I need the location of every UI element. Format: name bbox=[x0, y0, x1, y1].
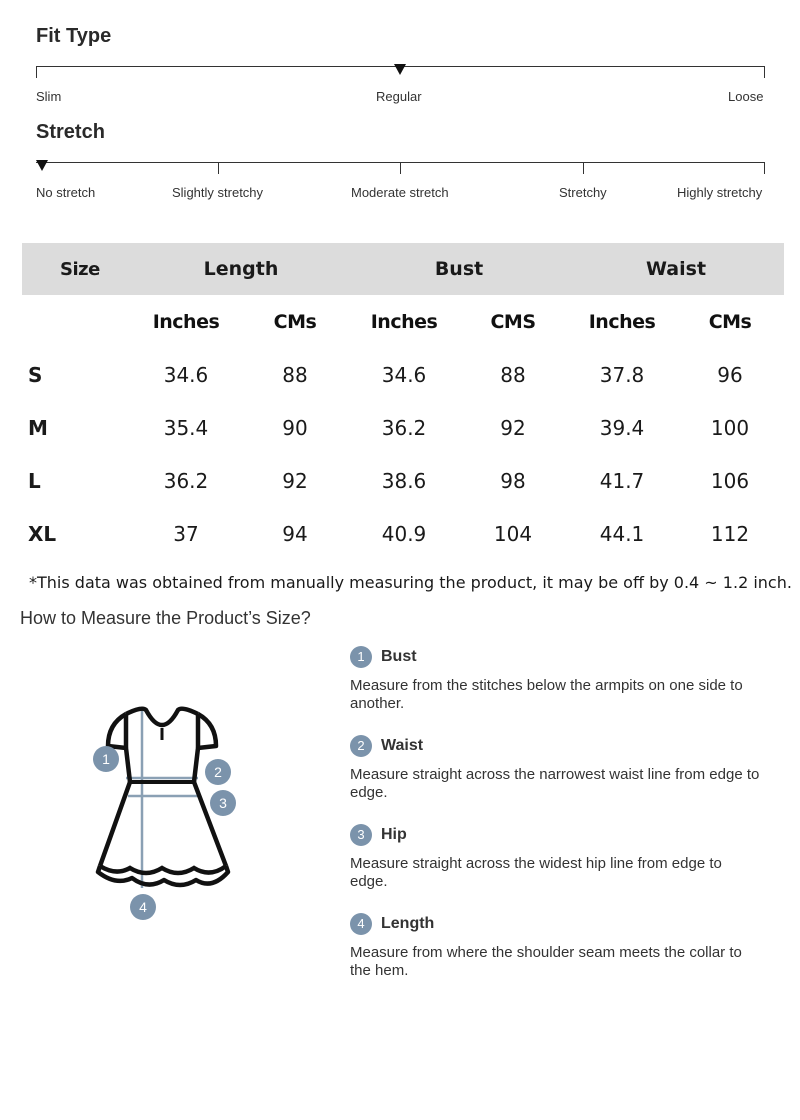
step-bust bbox=[350, 646, 760, 713]
unit-header: CMS bbox=[490, 310, 536, 333]
waist-header: Waist bbox=[568, 243, 784, 295]
measurement-cell: 40.9 bbox=[381, 521, 427, 546]
step-hip bbox=[350, 824, 760, 891]
measurement-cell: 36.2 bbox=[381, 415, 427, 440]
measurement-cell: 90 bbox=[282, 415, 308, 440]
measurement-cell: 94 bbox=[282, 521, 308, 546]
stretch-title: Stretch bbox=[36, 121, 105, 143]
stretch-scale bbox=[36, 162, 765, 176]
step-length bbox=[350, 913, 760, 980]
size-cell: L bbox=[28, 468, 41, 493]
table-row bbox=[22, 507, 784, 560]
step-waist bbox=[350, 735, 760, 802]
measurement-cell: 38.6 bbox=[381, 468, 427, 493]
measurement-cell: 88 bbox=[282, 362, 308, 387]
measurement-cell: 96 bbox=[717, 362, 743, 387]
measurement-cell: 35.4 bbox=[163, 415, 209, 440]
measurement-cell: 88 bbox=[500, 362, 526, 387]
measurement-cell: 41.7 bbox=[599, 468, 645, 493]
step-number: 3 bbox=[350, 824, 372, 846]
table-row bbox=[22, 401, 784, 454]
fit-label-regular: Regular bbox=[376, 89, 422, 104]
step-description: Measure straight across the narrowest waist line from edge to edge. bbox=[350, 766, 760, 801]
measurement-cell: 92 bbox=[500, 415, 526, 440]
table-group-header bbox=[22, 243, 784, 295]
bust-header: Bust bbox=[350, 243, 568, 295]
stretch-label-none: No stretch bbox=[36, 185, 96, 200]
unit-header: Inches bbox=[588, 310, 656, 333]
measurement-cell: 106 bbox=[710, 468, 750, 493]
measurement-cell: 34.6 bbox=[163, 362, 209, 387]
stretch-label-slight: Slightly stretchy bbox=[172, 185, 264, 200]
measurement-cell: 44.1 bbox=[599, 521, 645, 546]
measurement-cell: 112 bbox=[710, 521, 750, 546]
measurement-cell: 36.2 bbox=[163, 468, 209, 493]
stretch-label-stretchy: Stretchy bbox=[559, 185, 607, 200]
unit-header: CMs bbox=[273, 310, 317, 333]
table-unit-header bbox=[22, 295, 784, 348]
dress-diagram bbox=[86, 700, 256, 930]
measurement-cell: 98 bbox=[500, 468, 526, 493]
length-header: Length bbox=[132, 243, 350, 295]
unit-header: Inches bbox=[152, 310, 220, 333]
measurement-cell: 100 bbox=[710, 415, 750, 440]
step-number: 4 bbox=[350, 913, 372, 935]
stretch-label-high: Highly stretchy bbox=[677, 185, 763, 200]
stretch-marker bbox=[36, 160, 48, 171]
table-row bbox=[22, 348, 784, 401]
table-row bbox=[22, 454, 784, 507]
unit-header: CMs bbox=[708, 310, 752, 333]
step-description: Measure from the stitches below the armpits on one side to another. bbox=[350, 677, 743, 712]
size-cell: XL bbox=[28, 521, 57, 546]
measurement-cell: 34.6 bbox=[381, 362, 427, 387]
unit-header: Inches bbox=[370, 310, 438, 333]
measurement-cell: 39.4 bbox=[599, 415, 645, 440]
step-label: Hip bbox=[381, 826, 407, 843]
size-cell: M bbox=[28, 415, 48, 440]
measure-steps bbox=[350, 646, 760, 1002]
diagram-number-4: 4 bbox=[130, 894, 156, 920]
step-label: Waist bbox=[381, 737, 424, 754]
measurement-cell: 92 bbox=[282, 468, 308, 493]
measurement-disclaimer: *This data was obtained from manually measuring the product, it may be off by 0.4 ~ 1.2 inch. bbox=[29, 573, 792, 592]
how-to-measure-title: How to Measure the Product’s Size? bbox=[20, 608, 311, 628]
fit-type-marker bbox=[394, 64, 406, 75]
step-number: 1 bbox=[350, 646, 372, 668]
measurement-cell: 37 bbox=[173, 521, 199, 546]
size-cell: S bbox=[28, 362, 43, 387]
measurement-cell: 37.8 bbox=[599, 362, 645, 387]
fit-type-scale bbox=[36, 66, 765, 80]
diagram-number-3: 3 bbox=[210, 790, 236, 816]
measurement-cell: 104 bbox=[493, 521, 533, 546]
step-number: 2 bbox=[350, 735, 372, 757]
step-description: Measure straight across the widest hip line from edge to edge. bbox=[350, 855, 722, 890]
fit-label-loose: Loose bbox=[728, 89, 764, 104]
fit-type-title: Fit Type bbox=[36, 25, 112, 47]
fit-label-slim: Slim bbox=[36, 89, 62, 104]
diagram-number-1: 1 bbox=[93, 746, 119, 772]
stretch-label-moderate: Moderate stretch bbox=[351, 185, 449, 200]
step-label: Length bbox=[381, 915, 435, 932]
size-header: Size bbox=[22, 243, 132, 295]
size-chart-table bbox=[22, 243, 784, 560]
dress-outline-icon bbox=[86, 700, 256, 930]
step-description: Measure from where the shoulder seam meets the collar to the hem. bbox=[350, 944, 742, 979]
step-label: Bust bbox=[381, 648, 417, 665]
diagram-number-2: 2 bbox=[205, 759, 231, 785]
